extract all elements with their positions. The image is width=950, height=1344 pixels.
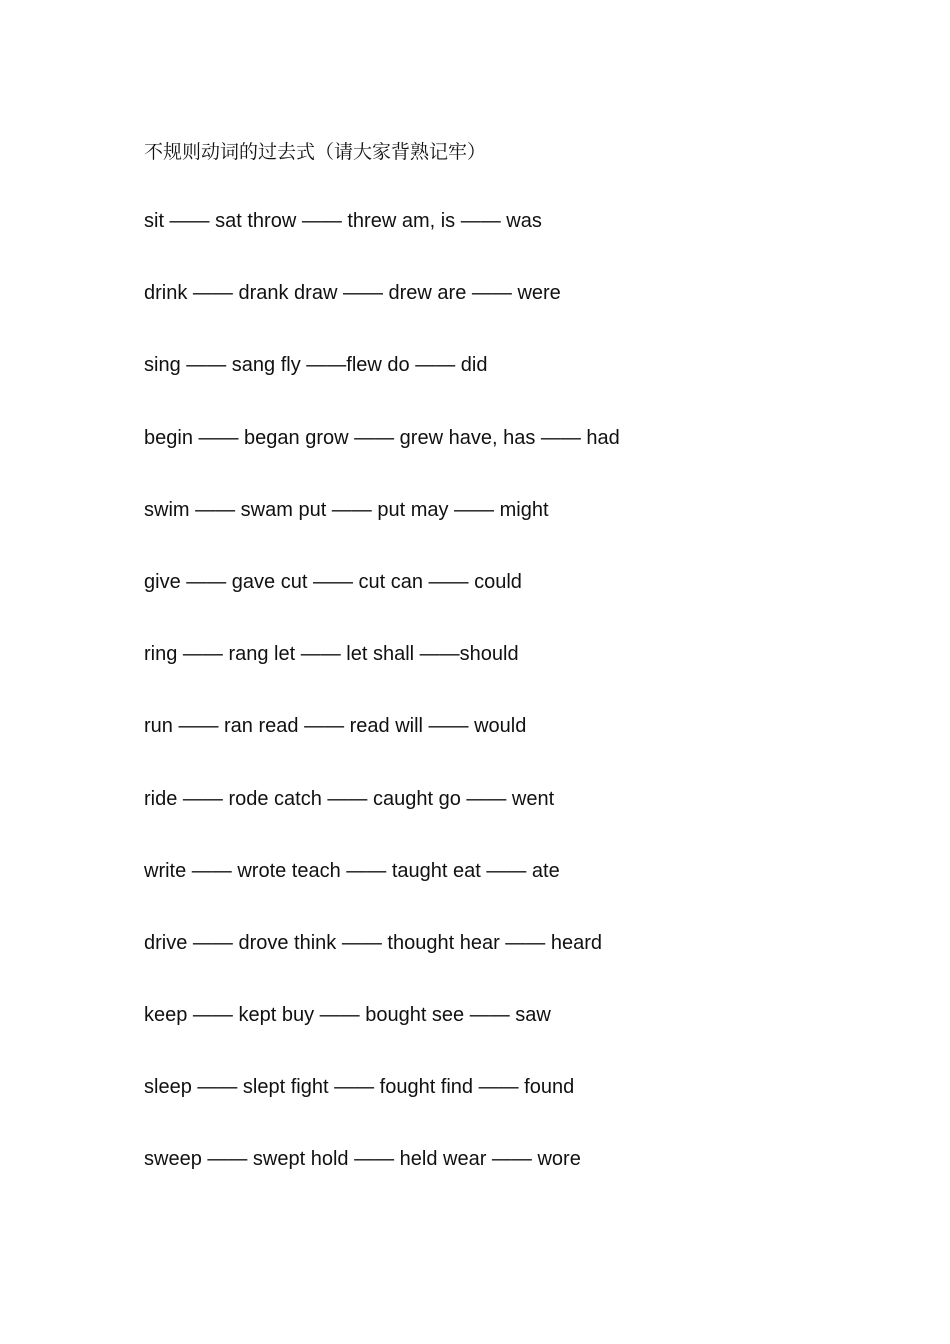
verb-line: give —— gave cut —— cut can —— could — [144, 570, 522, 593]
verb-line: ring —— rang let —— let shall ——should — [144, 643, 519, 666]
verb-line: run —— ran read —— read will —— would — [144, 715, 527, 738]
verb-line: sit —— sat throw —— threw am, is —— was — [144, 210, 542, 232]
verb-line: ride —— rode catch —— caught go —— went — [144, 787, 555, 810]
verb-line: sleep —— slept fight —— fought find —— found — [144, 1076, 575, 1099]
verb-line: write —— wrote teach —— taught eat —— ate — [144, 859, 560, 882]
verb-line: drink —— drank draw —— drew are —— were — [144, 282, 561, 305]
verb-line: keep —— kept buy —— bought see —— saw — [144, 1004, 551, 1027]
page-title: 不规则动词的过去式（请大家背熟记牢） — [144, 141, 487, 163]
verb-line: drive —— drove think —— thought hear —— heard — [144, 931, 602, 954]
verb-list — [144, 205, 620, 1216]
verb-line: sweep —— swept hold —— held wear —— wore — [144, 1148, 581, 1171]
verb-line: sing —— sang fly ——flew do —— did — [144, 354, 488, 377]
verb-line: begin —— began grow —— grew have, has —— had — [144, 426, 620, 449]
verb-line: swim —— swam put —— put may —— might — [144, 498, 549, 521]
